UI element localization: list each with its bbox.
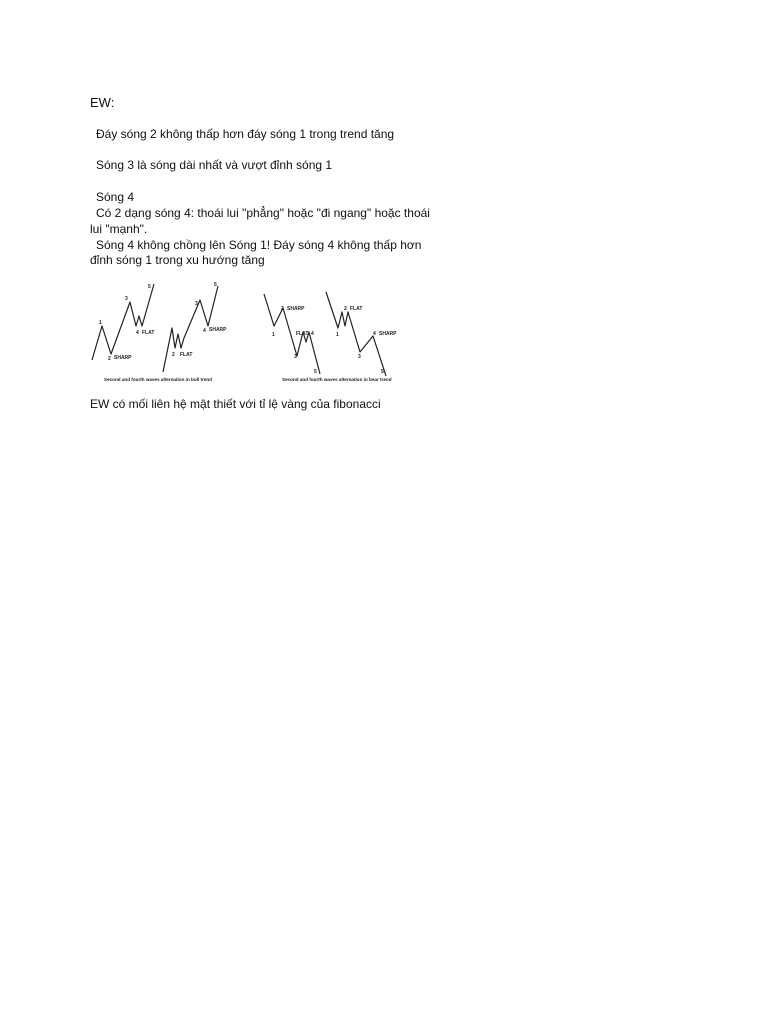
line-wave3: Sóng 3 là sóng dài nhất và vượt đỉnh sóng 1 xyxy=(96,158,333,172)
wave-label: 2 xyxy=(172,352,175,358)
heading: EW: xyxy=(90,95,115,110)
line-wave4-forms-cont: lui "mạnh". xyxy=(90,222,148,236)
wave-label: 3 xyxy=(125,296,128,302)
line-wave4-title: Sóng 4 xyxy=(96,190,135,204)
wave-label: 4 xyxy=(203,328,206,334)
line-wave4-forms: Có 2 dạng sóng 4: thoái lui "phẳng" hoặc "đi ngang" hoặc thoái xyxy=(96,206,430,220)
line-fibonacci: EW có mối liên hệ mật thiết với tỉ lệ vàng của fibonacci xyxy=(90,397,381,411)
wave-label: 3 xyxy=(294,354,297,360)
wave-label: 3 xyxy=(195,301,198,307)
wave-label: 1 xyxy=(272,332,275,338)
wave-label-flat: FLAT xyxy=(142,330,155,336)
wave-label-sharp: SHARP xyxy=(209,327,227,333)
line-wave2: Đáy sóng 2 không thấp hơn đáy sóng 1 trong trend tăng xyxy=(96,127,395,141)
wave-label: 4 xyxy=(373,331,376,337)
wave-label: 2 xyxy=(281,306,284,312)
wave-label: 2 xyxy=(108,356,111,362)
wave-label-flat: FLAT xyxy=(350,306,363,312)
line-wave4-rule: Sóng 4 không chồng lên Sóng 1! Đáy sóng 4 không thấp hơn xyxy=(96,238,422,252)
bull-trend-caption: Second and fourth waves alternation in bull trend xyxy=(104,377,212,382)
bear-trend-caption: Second and fourth waves alternation in bear trend xyxy=(282,377,392,382)
wave-label-sharp: SHARP xyxy=(379,331,397,337)
bear-wave-flat-sharp-line xyxy=(326,292,386,376)
wave-label-sharp: SHARP xyxy=(287,306,305,312)
wave-label-sharp: SHARP xyxy=(114,355,132,361)
wave-label: 1 xyxy=(99,320,102,326)
line-wave4-rule-cont: đỉnh sóng 1 trong xu hướng tăng xyxy=(90,253,265,267)
wave-label: 3 xyxy=(358,354,361,360)
wave-diagram xyxy=(88,280,408,388)
wave-label: 4 xyxy=(311,331,314,337)
wave-label: 5 xyxy=(148,284,151,290)
elliott-wave-figure xyxy=(88,280,408,388)
wave-label: 1 xyxy=(336,332,339,338)
wave-label-flat: FLAT xyxy=(180,352,193,358)
wave-label: 5 xyxy=(314,369,317,375)
wave-label: 2 xyxy=(344,306,347,312)
wave-label: 4 xyxy=(136,330,139,336)
wave-label: 5 xyxy=(381,369,384,375)
wave-label: 5 xyxy=(214,282,217,288)
wave-label-flat: FLAT xyxy=(296,331,309,337)
